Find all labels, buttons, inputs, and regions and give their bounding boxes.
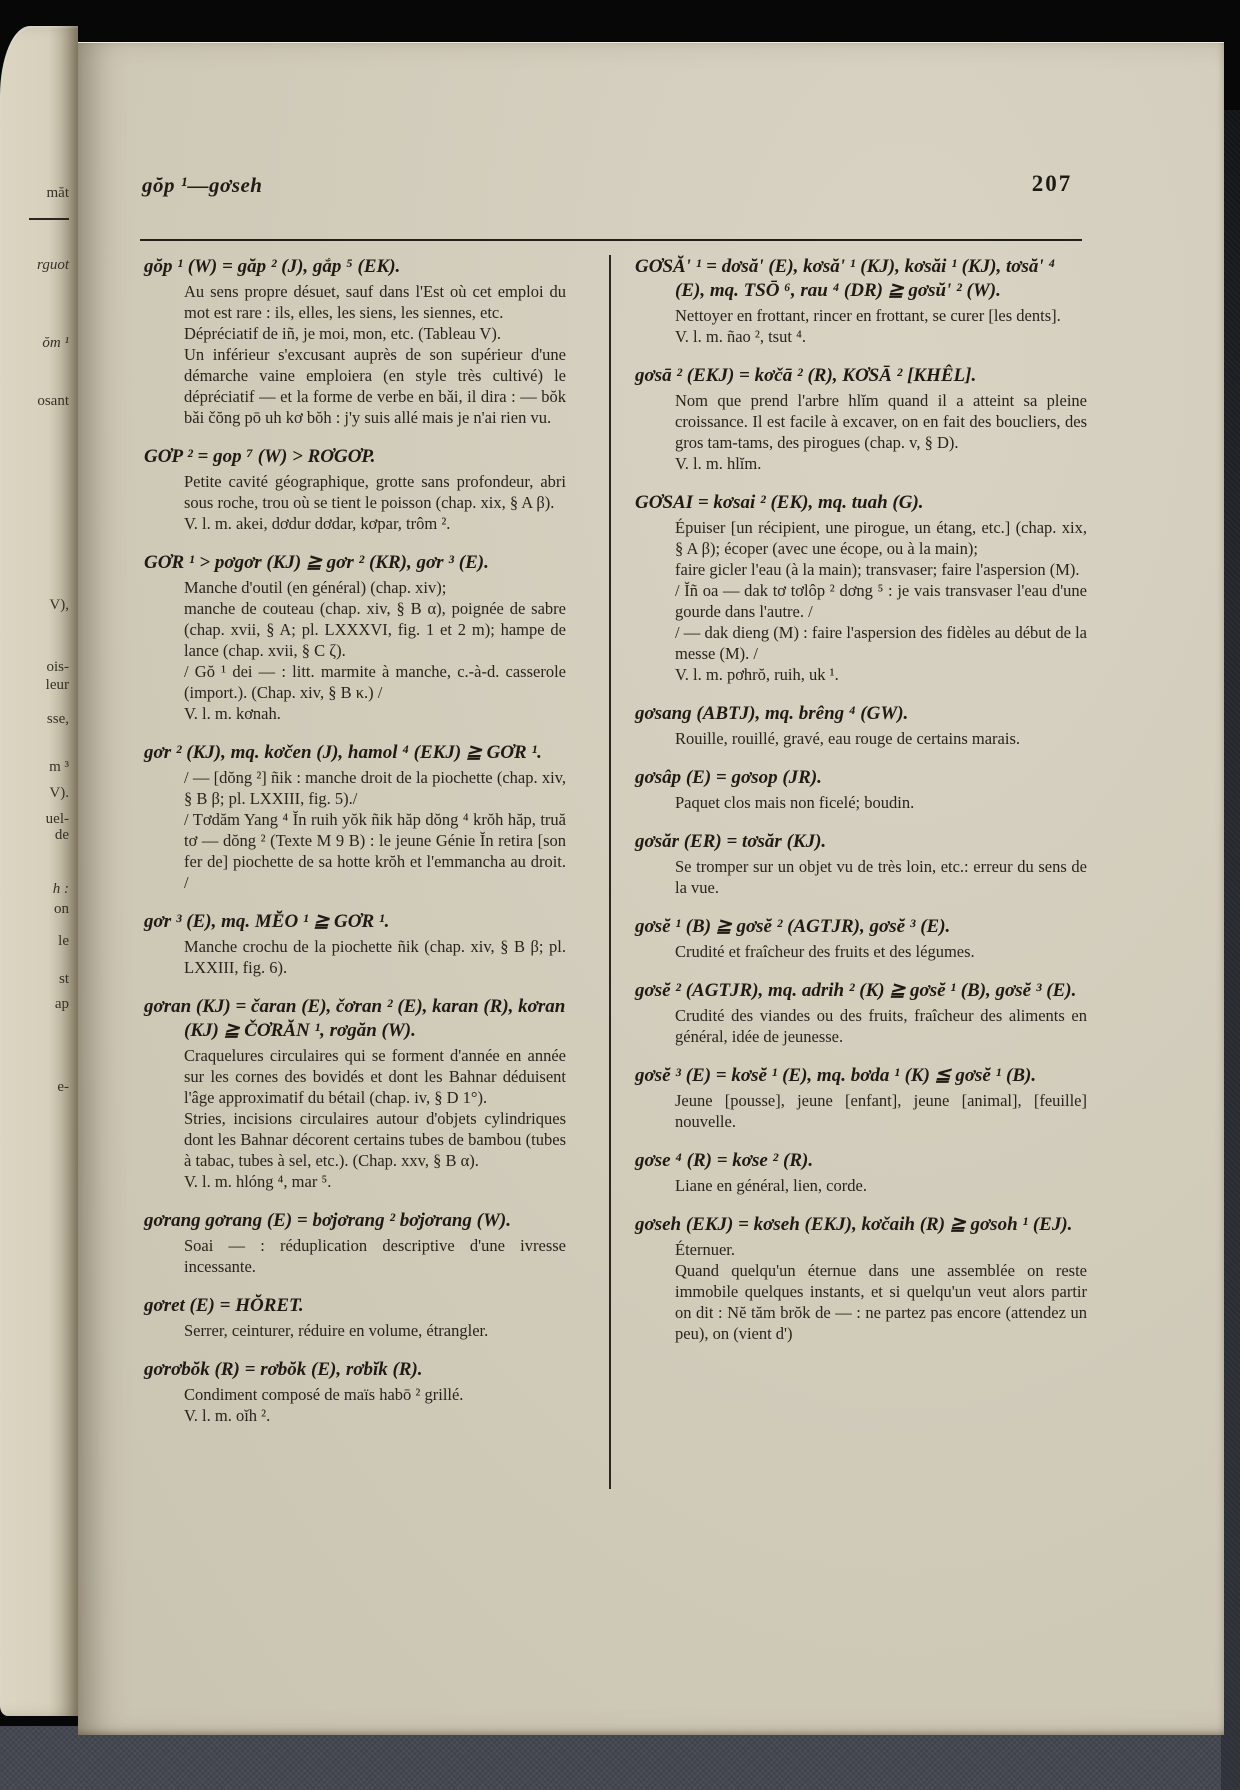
dictionary-entry: [635, 364, 1087, 474]
dictionary-entry: [144, 551, 566, 724]
entry-definition: / — dak dieng (M) : faire l'aspersion des fidèles au début de la messe (M). /: [675, 623, 1087, 663]
header-rule: [140, 239, 1082, 241]
dictionary-entry: [144, 1294, 566, 1341]
facing-page-text-fragment: măt: [46, 185, 69, 201]
entry-headword: GƠR ¹ > pơgơr (KJ) ≧ gơr ² (KR), gơr ³ (E).: [144, 552, 489, 573]
dictionary-entry: [635, 255, 1087, 347]
entry-headword: gơse ⁴ (R) = kơse ² (R).: [635, 1150, 814, 1171]
dictionary-entry: [635, 766, 1087, 813]
entry-definition: Craquelures circulaires qui se forment d'année en année sur les cornes des bovidés et dont les Bahnar déduisent l'âge approximatif du bétail (chap. iv, § D 1°).: [184, 1046, 566, 1107]
facing-page-text-fragment: V),: [49, 597, 69, 613]
facing-page-text-fragment: on: [54, 901, 69, 917]
facing-page-text-fragment: sse,: [46, 711, 69, 727]
dictionary-entry: [144, 995, 566, 1192]
facing-page-rule-fragment: [29, 218, 69, 220]
entry-definition: Crudité des viandes ou des fruits, fraîcheur des aliments en général, idée de jeunesse.: [675, 1006, 1087, 1046]
facing-page-text-fragment: uel-: [45, 811, 69, 827]
dictionary-entry: [635, 830, 1087, 898]
left-column: [144, 255, 566, 1443]
dictionary-entry: [635, 1064, 1087, 1132]
entry-definition: / Ĭñ oa — dak tơ tơlôp ² dơng ⁵ : je vais transvaser l'eau d'une gourde dans l'autre. /: [675, 581, 1087, 621]
entry-definition: faire gicler l'eau (à la main); transvaser; faire l'aspersion (M).: [675, 560, 1080, 579]
entry-definition: / — [dŏng ²] ñik : manche droit de la piochette (chap. xiv, § B β; pl. LXXIII, fig. 5)./: [184, 768, 566, 808]
dictionary-entry: [635, 702, 1087, 749]
entry-definition: Épuiser [un récipient, une pirogue, un étang, etc.] (chap. xix, § A β); écoper (avec une écope, ou à la main);: [675, 518, 1087, 558]
entry-definition: V. l. m. oĭh ².: [184, 1406, 271, 1425]
entry-headword: gơsăr (ER) = tơsăr (KJ).: [635, 831, 827, 852]
dictionary-entry: [144, 741, 566, 893]
dictionary-entry: [144, 1358, 566, 1426]
dictionary-entry: [144, 255, 566, 428]
dictionary-entry: [635, 979, 1087, 1047]
page-number: 207: [1031, 171, 1073, 196]
facing-page-text-fragment: e-: [57, 1079, 69, 1095]
entry-definition: Liane en général, lien, corde.: [675, 1176, 867, 1195]
facing-page-edge: [0, 26, 78, 1716]
entry-definition: V. l. m. akei, dơdur dơdar, kơpar, trôm ².: [184, 514, 451, 533]
entry-definition: Paquet clos mais non ficelé; boudin.: [675, 793, 915, 812]
entry-headword: gơret (E) = HŎRET.: [144, 1295, 304, 1316]
dictionary-entry: [635, 1149, 1087, 1196]
entry-definition: Stries, incisions circulaires autour d'objets cylindriques dont les Bahnar décorent certains tubes de bambou (tubes à tabac, tubes à sel, etc.). (Chap. xxv, § B α).: [184, 1109, 566, 1170]
dictionary-page: [78, 42, 1224, 1735]
entry-headword: gơsâp (E) = gơsop (JR).: [635, 767, 822, 788]
entry-headword: gơr ³ (E), mq. MĔO ¹ ≧ GƠR ¹.: [144, 911, 390, 932]
entry-definition: / Tơdăm Yang ⁴ Ĭn ruih yŏk ñik hăp dŏng ⁴ krŏh hăp, truă tơ — dŏng ² (Texte M 9 B) : le jeune Génie Ĭn retira [son fer de] piochette de sa hotte krŏh et l'emmancha au droit. /: [184, 810, 566, 892]
entry-headword: gơrang gơrang (E) = bơjơrang ² bơjơrang (W).: [144, 1210, 511, 1231]
entry-definition: Soai — : réduplication descriptive d'une ivresse incessante.: [184, 1236, 566, 1276]
entry-definition: / Gŏ ¹ dei — : litt. marmite à manche, c.-à-d. casserole (import.). (Chap. xiv, § B κ.) /: [184, 662, 566, 702]
facing-page-text-fragment: osant: [37, 393, 69, 409]
table-fabric-bottom: [0, 1726, 1240, 1790]
entry-definition: Manche crochu de la piochette ñik (chap. xiv, § B β; pl. LXXIII, fig. 6).: [184, 937, 566, 977]
entry-headword: gơr ² (KJ), mq. kơčen (J), hamol ⁴ (EKJ) ≧ GƠR ¹.: [144, 742, 542, 763]
facing-page-text-fragment: ap: [54, 996, 69, 1012]
facing-page-text-fragment: le: [58, 933, 69, 949]
entry-definition: Serrer, ceinturer, réduire en volume, étrangler.: [184, 1321, 489, 1340]
dictionary-entry: [635, 491, 1087, 685]
dictionary-entry: [635, 915, 1087, 962]
entry-definition: Un inférieur s'excusant auprès de son supérieur d'une démarche vaine emploiera (en style très cultivé) le dépréciatif — et la forme de verbe en bǎi, il dira : — bŏk bǎi čŏng pō uh kơ bŏh : j'y suis allé mais je n'ai rien vu.: [184, 345, 566, 427]
entry-definition: V. l. m. hlóng ⁴, mar ⁵.: [184, 1172, 332, 1191]
facing-page-text-fragment: st: [58, 971, 69, 987]
entry-definition: V. l. m. hlĭm.: [675, 454, 762, 473]
column-divider: [609, 255, 611, 1489]
entry-headword: gơsā ² (EKJ) = kơčā ² (R), KƠSĀ ² [KHÊL].: [635, 365, 977, 386]
facing-page-text-fragment: m ³: [49, 759, 69, 775]
entry-definition: Jeune [pousse], jeune [enfant], jeune [animal], [feuille] nouvelle.: [675, 1091, 1087, 1131]
entry-headword: gơran (KJ) = čaran (E), čơran ² (E), karan (R), kơran (KJ) ≧ ČƠRĂN ¹, rơgăn (W).: [144, 996, 566, 1041]
entry-headword: GƠP ² = gop ⁷ (W) > RƠGƠP.: [144, 446, 376, 467]
running-title: gŏp ¹—gơseh: [142, 173, 263, 197]
entry-definition: Petite cavité géographique, grotte sans profondeur, abri sous roche, trou où se tient le poisson (chap. xix, § A β).: [184, 472, 566, 512]
entry-definition: Dépréciatif de iñ, je moi, mon, etc. (Tableau V).: [184, 324, 501, 343]
entry-definition: Condiment composé de maïs habō ² grillé.: [184, 1385, 464, 1404]
entry-headword: gơsĕ ² (AGTJR), mq. adrih ² (K) ≧ gơsĕ ¹ (B), gơsĕ ³ (E).: [635, 980, 1077, 1001]
facing-page-text-fragment: leur: [45, 677, 69, 693]
entry-definition: Se tromper sur un objet vu de très loin, etc.: erreur du sens de la vue.: [675, 857, 1087, 897]
facing-page-text-fragment: ŏm ¹: [42, 335, 69, 351]
entry-definition: Nom que prend l'arbre hlĭm quand il a atteint sa pleine croissance. Il est facile à excaver, on en fait des boucliers, des gros tam-tams, des pirogues (chap. v, § D).: [675, 391, 1087, 452]
entry-definition: V. l. m. ñao ², tsut ⁴.: [675, 327, 806, 346]
entry-headword: gơsang (ABTJ), mq. brêng ⁴ (GW).: [635, 703, 909, 724]
entry-definition: Nettoyer en frottant, rincer en frottant, se curer [les dents].: [675, 306, 1061, 325]
facing-page-text-fragment: de: [54, 827, 69, 843]
entry-definition: Crudité et fraîcheur des fruits et des légumes.: [675, 942, 975, 961]
entry-headword: gơseh (EKJ) = kơseh (EKJ), kơčaih (R) ≧ gơsoh ¹ (EJ).: [635, 1214, 1073, 1235]
entry-headword: gơsĕ ³ (E) = kơsĕ ¹ (E), mq. bơda ¹ (K) ≦ gơsĕ ¹ (B).: [635, 1065, 1037, 1086]
facing-page-text-fragment: ois-: [46, 659, 69, 675]
facing-page-text-fragment: rguot: [37, 257, 69, 273]
entry-definition: Manche d'outil (en général) (chap. xiv);: [184, 578, 447, 597]
entry-definition: V. l. m. kơnah.: [184, 704, 281, 723]
right-column: [635, 255, 1087, 1361]
entry-headword: gơsĕ ¹ (B) ≧ gơsĕ ² (AGTJR), gơsĕ ³ (E).: [635, 916, 951, 937]
entry-definition: V. l. m. pơhrŏ, ruih, uk ¹.: [675, 665, 839, 684]
dictionary-entry: [635, 1213, 1087, 1344]
entry-headword: GƠSAI = kơsai ² (EK), mq. tuah (G).: [635, 492, 924, 513]
entry-definition: Rouille, rouillé, gravé, eau rouge de certains marais.: [675, 729, 1020, 748]
entry-definition: Quand quelqu'un éternue dans une assemblée on reste immobile quelques instants, et si quelqu'un veut alors partir on dit : Nĕ tăm brŏk de — : ne partez pas encore (attendez un peu), on (vient d'): [675, 1261, 1087, 1343]
entry-headword: GƠSĂ' ¹ = dơsă' (E), kơsă' ¹ (KJ), kơsăi ¹ (KJ), tơsă' ⁴ (E), mq. TSŌ ⁶, rau ⁴ (DR) ≧ gơsŭ' ² (W).: [635, 256, 1055, 301]
facing-page-text-fragment: V).: [49, 785, 69, 801]
entry-definition: Au sens propre désuet, sauf dans l'Est où cet emploi du mot est rare : ils, elles, les siens, les siennes, etc.: [184, 282, 566, 322]
entry-definition: Éternuer.: [675, 1240, 736, 1259]
dictionary-entry: [144, 910, 566, 978]
dictionary-entry: [144, 1209, 566, 1277]
facing-page-text-fragment: h :: [52, 881, 69, 897]
entry-headword: gơrơbŏk (R) = rơbŏk (E), rơbĭk (R).: [144, 1359, 423, 1380]
entry-definition: manche de couteau (chap. xiv, § B α), poignée de sabre (chap. xvii, § A; pl. LXXXVI, fig. 1 et 2 m); hampe de lance (chap. xvii, § C ζ).: [184, 599, 566, 660]
entry-headword: gŏp ¹ (W) = găp ² (J), gắp ⁵ (EK).: [144, 256, 401, 277]
dictionary-entry: [144, 445, 566, 534]
